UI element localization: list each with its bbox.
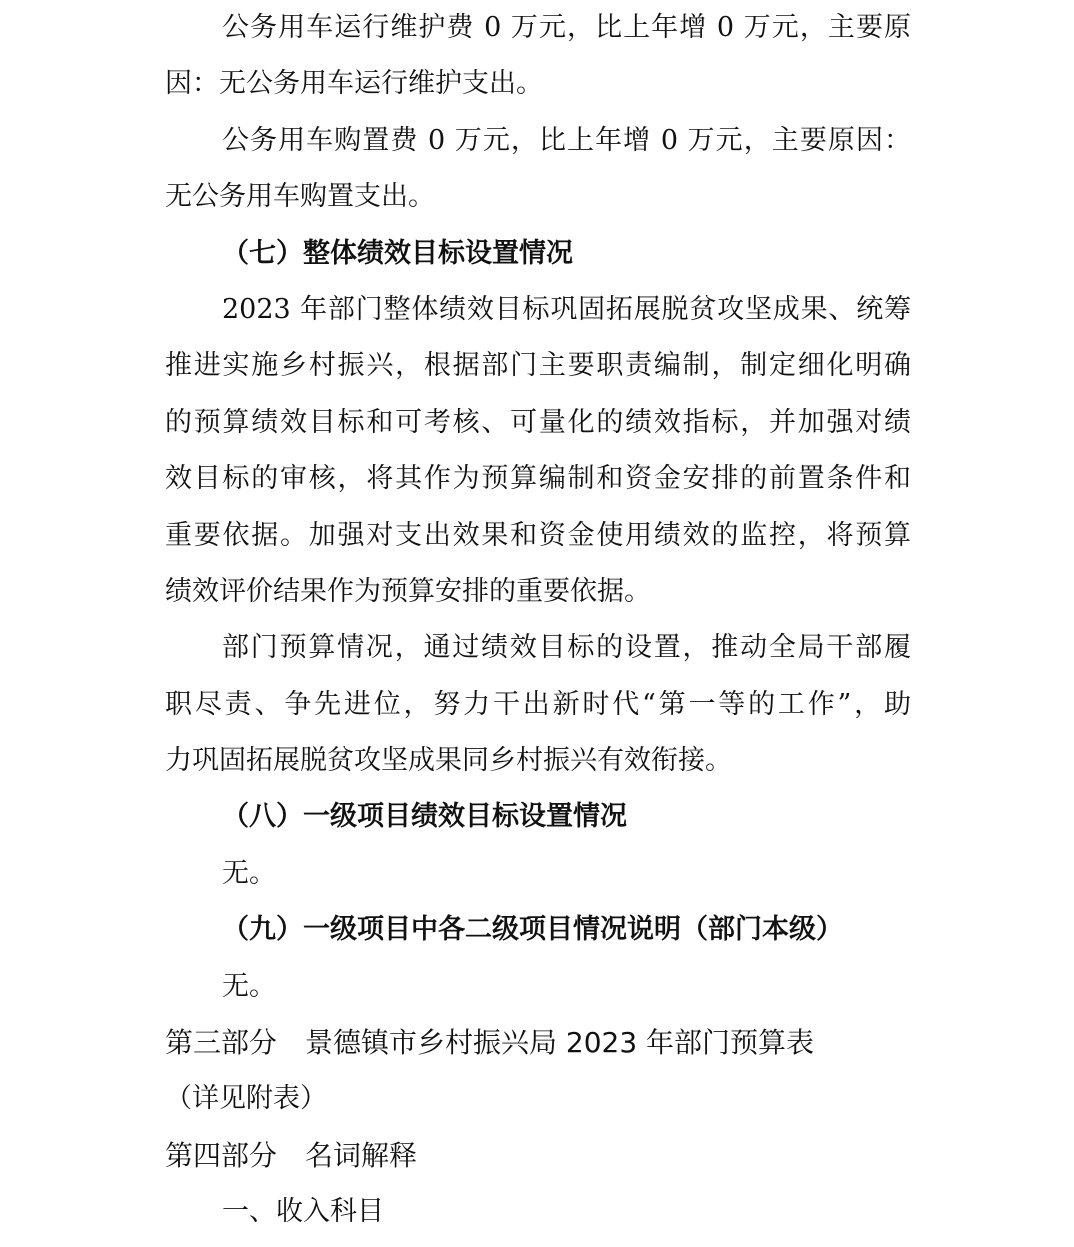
part-heading-4: 第四部分 名词解释 <box>165 1138 418 1172</box>
section-heading-7: （七）整体绩效目标设置情况 <box>222 237 573 269</box>
document-page <box>165 6 911 1247</box>
text-line: 公务用车运行维护费 0 万元，比上年增 0 万元，主要原 <box>222 12 911 43</box>
text-line: 力巩固拓展脱贫攻坚成果同乡村振兴有效衔接。 <box>165 745 732 777</box>
text-line: 绩效评价结果作为预算安排的重要依据。 <box>165 575 651 607</box>
text-line: 无。 <box>222 857 276 889</box>
text-line: 的预算绩效目标和可考核、可量化的绩效指标，并加强对绩 <box>165 406 911 438</box>
text-line: 效目标的审核，将其作为预算编制和资金安排的前置条件和 <box>165 463 911 495</box>
text-line: 无。 <box>222 970 276 1002</box>
text-line: 2023 年部门整体绩效目标巩固拓展脱贫攻坚成果、统筹 <box>222 293 911 325</box>
section-heading-9: （九）一级项目中各二级项目情况说明（部门本级） <box>222 914 843 946</box>
subheading-income: 一、收入科目 <box>222 1196 384 1228</box>
text-line: 因：无公务用车运行维护支出。 <box>165 68 543 100</box>
note-text: （详见附表） <box>165 1083 327 1115</box>
part-heading-3: 第三部分 景德镇市乡村振兴局 2023 年部门预算表 <box>165 1026 815 1060</box>
text-line: 重要依据。加强对支出效果和资金使用绩效的监控，将预算 <box>165 519 911 551</box>
text-line: 无公务用车购置支出。 <box>165 181 435 213</box>
text-line: 部门预算情况，通过绩效目标的设置，推动全局干部履 <box>222 632 911 664</box>
text-line: 公务用车购置费 0 万元，比上年增 0 万元，主要原因： <box>222 124 911 156</box>
text-line: 职尽责、争先进位，努力干出新时代“第一等的工作”，助 <box>165 688 911 720</box>
text-line: 推进实施乡村振兴，根据部门主要职责编制，制定细化明确 <box>165 350 911 382</box>
section-heading-8: （八）一级项目绩效目标设置情况 <box>222 801 627 833</box>
